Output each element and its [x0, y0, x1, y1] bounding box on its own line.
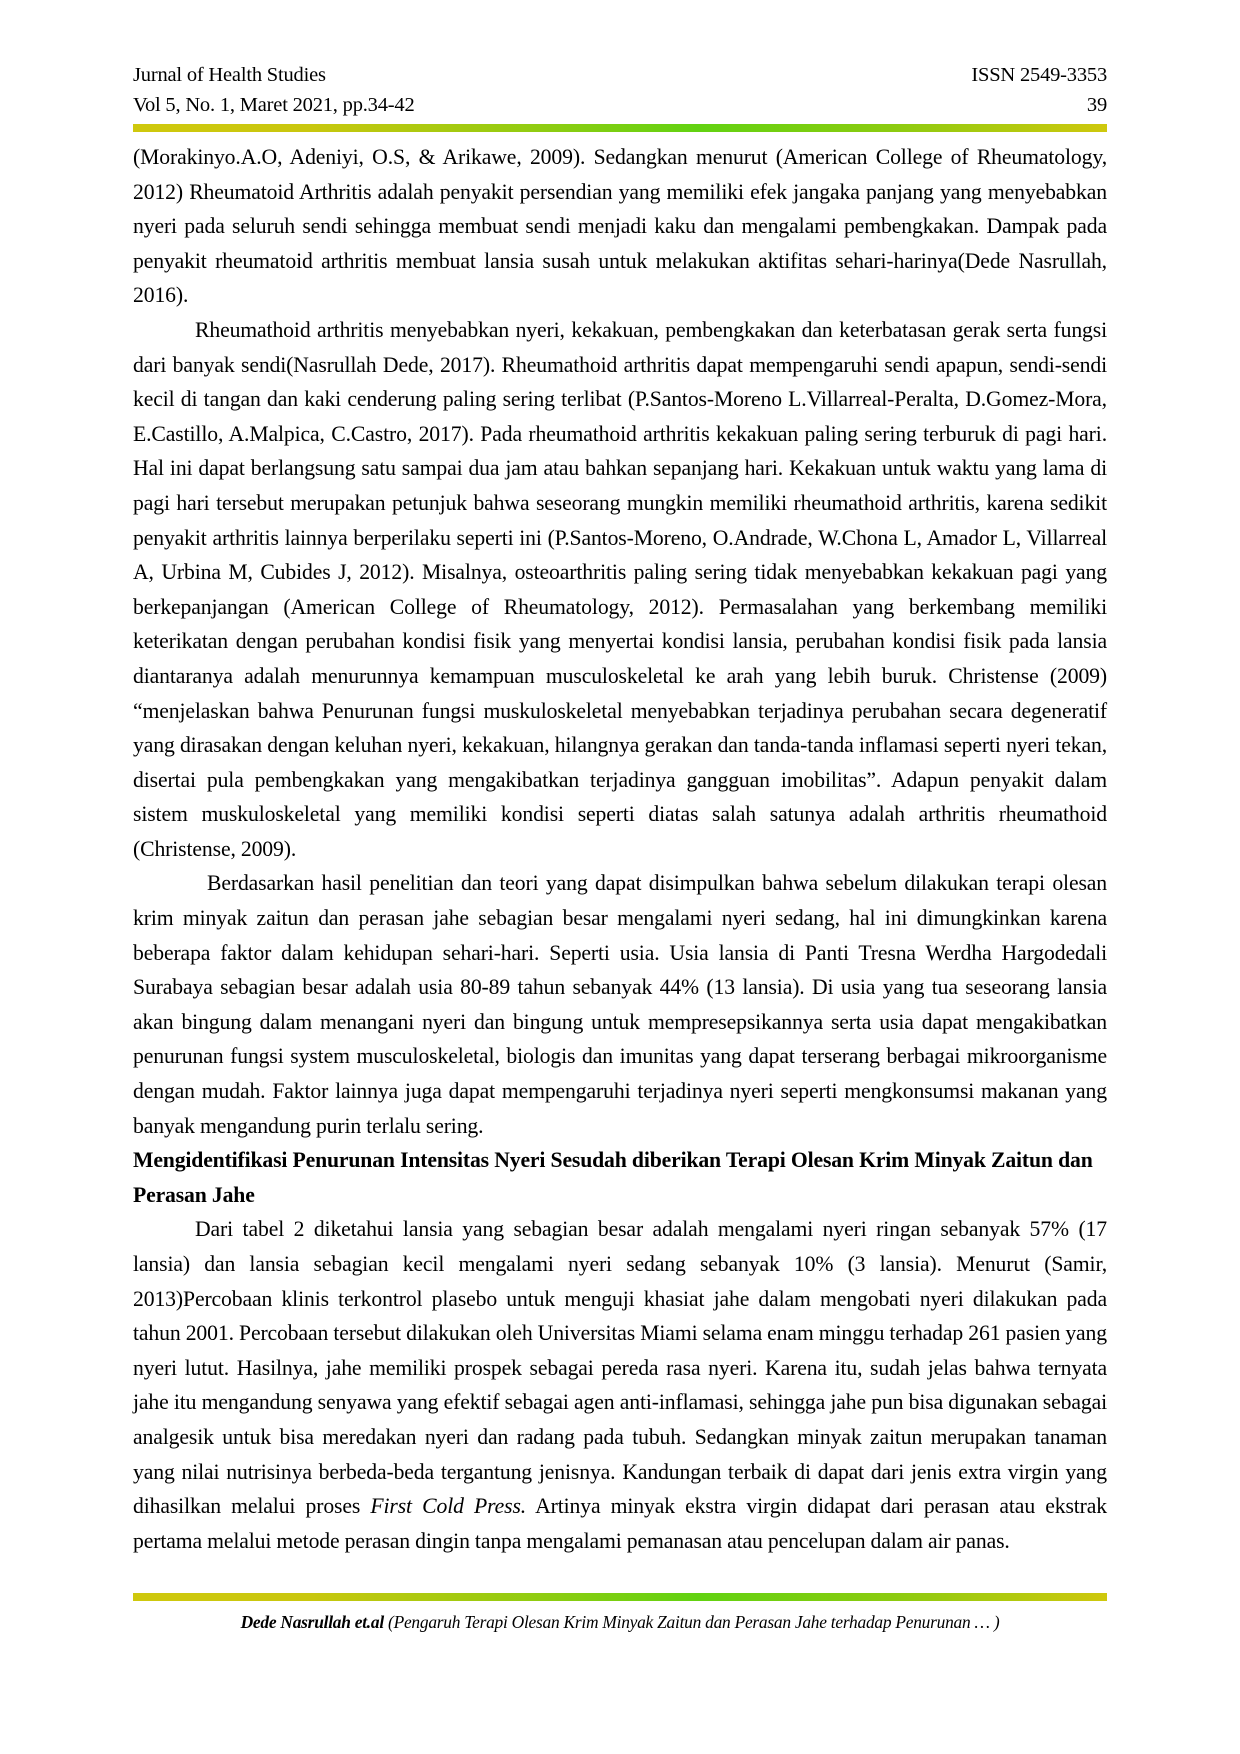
page-body	[133, 140, 1107, 1558]
footer-authors: Dede Nasrullah et.al	[240, 1612, 384, 1632]
header-line-2	[133, 90, 1107, 120]
page-number: 39	[1086, 94, 1107, 116]
section-heading: Mengidentifikasi Penurunan Intensitas Nyeri Sesudah diberikan Terapi Olesan Krim Minyak Zaitun dan Perasan Jahe	[133, 1148, 1093, 1207]
issn-label: ISSN 2549-3353	[971, 64, 1107, 86]
footer-article-title: (Pengaruh Terapi Olesan Krim Minyak Zaitun dan Perasan Jahe terhadap Penurunan … )	[388, 1612, 1000, 1632]
paragraph-text-part-1: Dari tabel 2 diketahui lansia yang sebagian besar adalah mengalami nyeri ringan sebanyak 57% (17 lansia) dan lansia sebagian kecil mengalami nyeri sedang sebanyak 10% (3 lansia). Menurut (Samir, 2013)Percobaan klinis terkontrol plasebo untuk menguji khasiat jahe dalam mengobati nyeri dilakukan pada tahun 2001. Percobaan tersebut dilakukan oleh Universitas Miami selama enam minggu terhadap 261 pasien yang nyeri lutut. Hasilnya, jahe memiliki prospek sebagai pereda rasa nyeri. Karena itu, sudah jelas bahwa ternyata jahe itu mengandung senyawa yang efektif sebagai agen anti-inflamasi, sehingga jahe pun bisa digunakan sebagai analgesik untuk bisa meredakan nyeri dan radang pada tubuh. Sedangkan minyak zaitun merupakan tanaman yang nilai nutrisinya berbeda-beda tergantung jenisnya. Kandungan terbaik di dapat dari jenis extra virgin yang dihasilkan melalui proses	[133, 1217, 1107, 1519]
header-divider-rule	[133, 124, 1107, 132]
paragraph-rheumathoid-overview: Rheumathoid arthritis menyebabkan nyeri, kekakuan, pembengkakan dan keterbatasan gerak serta fungsi dari banyak sendi(Nasrullah Dede, 2017). Rheumathoid arthritis dapat mempengaruhi sendi apapun, sendi-sendi kecil di tangan dan kaki cenderung paling sering terlibat (P.Santos-Moreno L.Villarreal-Peralta, D.Gomez-Mora, E.Castillo, A.Malpica, C.Castro, 2017). Pada rheumathoid arthritis kekakuan paling sering terburuk di pagi hari. Hal ini dapat berlangsung satu sampai dua jam atau bahkan sepanjang hari. Kekakuan untuk waktu yang lama di pagi hari tersebut merupakan petunjuk bahwa seseorang mungkin memiliki rheumathoid arthritis, karena sedikit penyakit arthritis lainnya berperilaku seperti ini (P.Santos-Moreno, O.Andrade, W.Chona L, Amador L, Villarreal A, Urbina M, Cubides J, 2012). Misalnya, osteoarthritis paling sering tidak menyebabkan kekakuan pagi yang berkepanjangan (American College of Rheumatology, 2012). Permasalahan yang berkembang memiliki keterikatan dengan perubahan kondisi fisik yang menyertai kondisi lansia, perubahan kondisi fisik pada lansia diantaranya adalah menurunnya kemampuan musculoskeletal ke arah yang lebih buruk. Christense (2009) “menjelaskan bahwa Penurunan fungsi muskuloskeletal menyebabkan terjadinya perubahan secara degeneratif yang dirasakan dengan keluhan nyeri, kekakuan, hilangnya gerakan dan tanda-tanda inflamasi seperti nyeri tekan, disertai pula pembengkakan yang mengakibatkan terjadinya gangguan imobilitas”. Adapun penyakit dalam sistem muskuloskeletal yang memiliki kondisi seperti diatas salah satunya adalah arthritis rheumathoid (Christense, 2009).	[133, 317, 1107, 861]
paragraph-research-conclusion: Berdasarkan hasil penelitian dan teori yang dapat disimpulkan bahwa sebelum dilakukan terapi olesan krim minyak zaitun dan perasan jahe sebagian besar mengalami nyeri sedang, hal ini dimungkinkan karena beberapa faktor dalam kehidupan sehari-hari. Seperti usia. Usia lansia di Panti Tresna Werdha Hargodedali Surabaya sebagian besar adalah usia 80-89 tahun sebanyak 44% (13 lansia). Di usia yang tua seseorang lansia akan bingung dalam menangani nyeri dan bingung untuk mempresepsikannya serta usia dapat mengakibatkan penurunan fungsi system musculoskeletal, biologis dan imunitas yang dapat terserang berbagai mikroorganisme dengan mudah. Faktor lainnya juga dapat mempengaruhi terjadinya nyeri seperti mengkonsumsi makanan yang banyak mengandung purin terlalu sering.	[133, 871, 1107, 1138]
paragraph-continuation: (Morakinyo.A.O, Adeniyi, O.S, & Arikawe, 2009). Sedangkan menurut (American College of Rheumatology, 2012) Rheumatoid Arthritis adalah penyakit persendian yang memiliki efek jangaka panjang yang menyebabkan nyeri pada seluruh sendi sehingga membuat sendi menjadi kaku dan mengalami pembengkakan. Dampak pada penyakit rheumatoid arthritis membuat lansia susah untuk melakukan aktifitas sehari-harinya(Dede Nasrullah, 2016).	[133, 145, 1107, 308]
volume-issue-pages: Vol 5, No. 1, Maret 2021, pp.34-42	[133, 94, 415, 116]
page-header	[133, 60, 1107, 120]
journal-title: Jurnal of Health Studies	[133, 64, 326, 86]
page-footer	[133, 1612, 1107, 1633]
paragraph-table2-discussion	[133, 1212, 1107, 1558]
header-line-1	[133, 60, 1107, 90]
footer-divider-rule	[133, 1593, 1107, 1601]
paragraph-text-part-2: Artinya minyak ekstra virgin didapat dari perasan atau ekstrak pertama melalui metode perasan dingin tanpa mengalami pemanasan atau pencelupan dalam air panas.	[133, 1494, 1107, 1553]
first-cold-press-italic: First Cold Press.	[370, 1494, 527, 1519]
